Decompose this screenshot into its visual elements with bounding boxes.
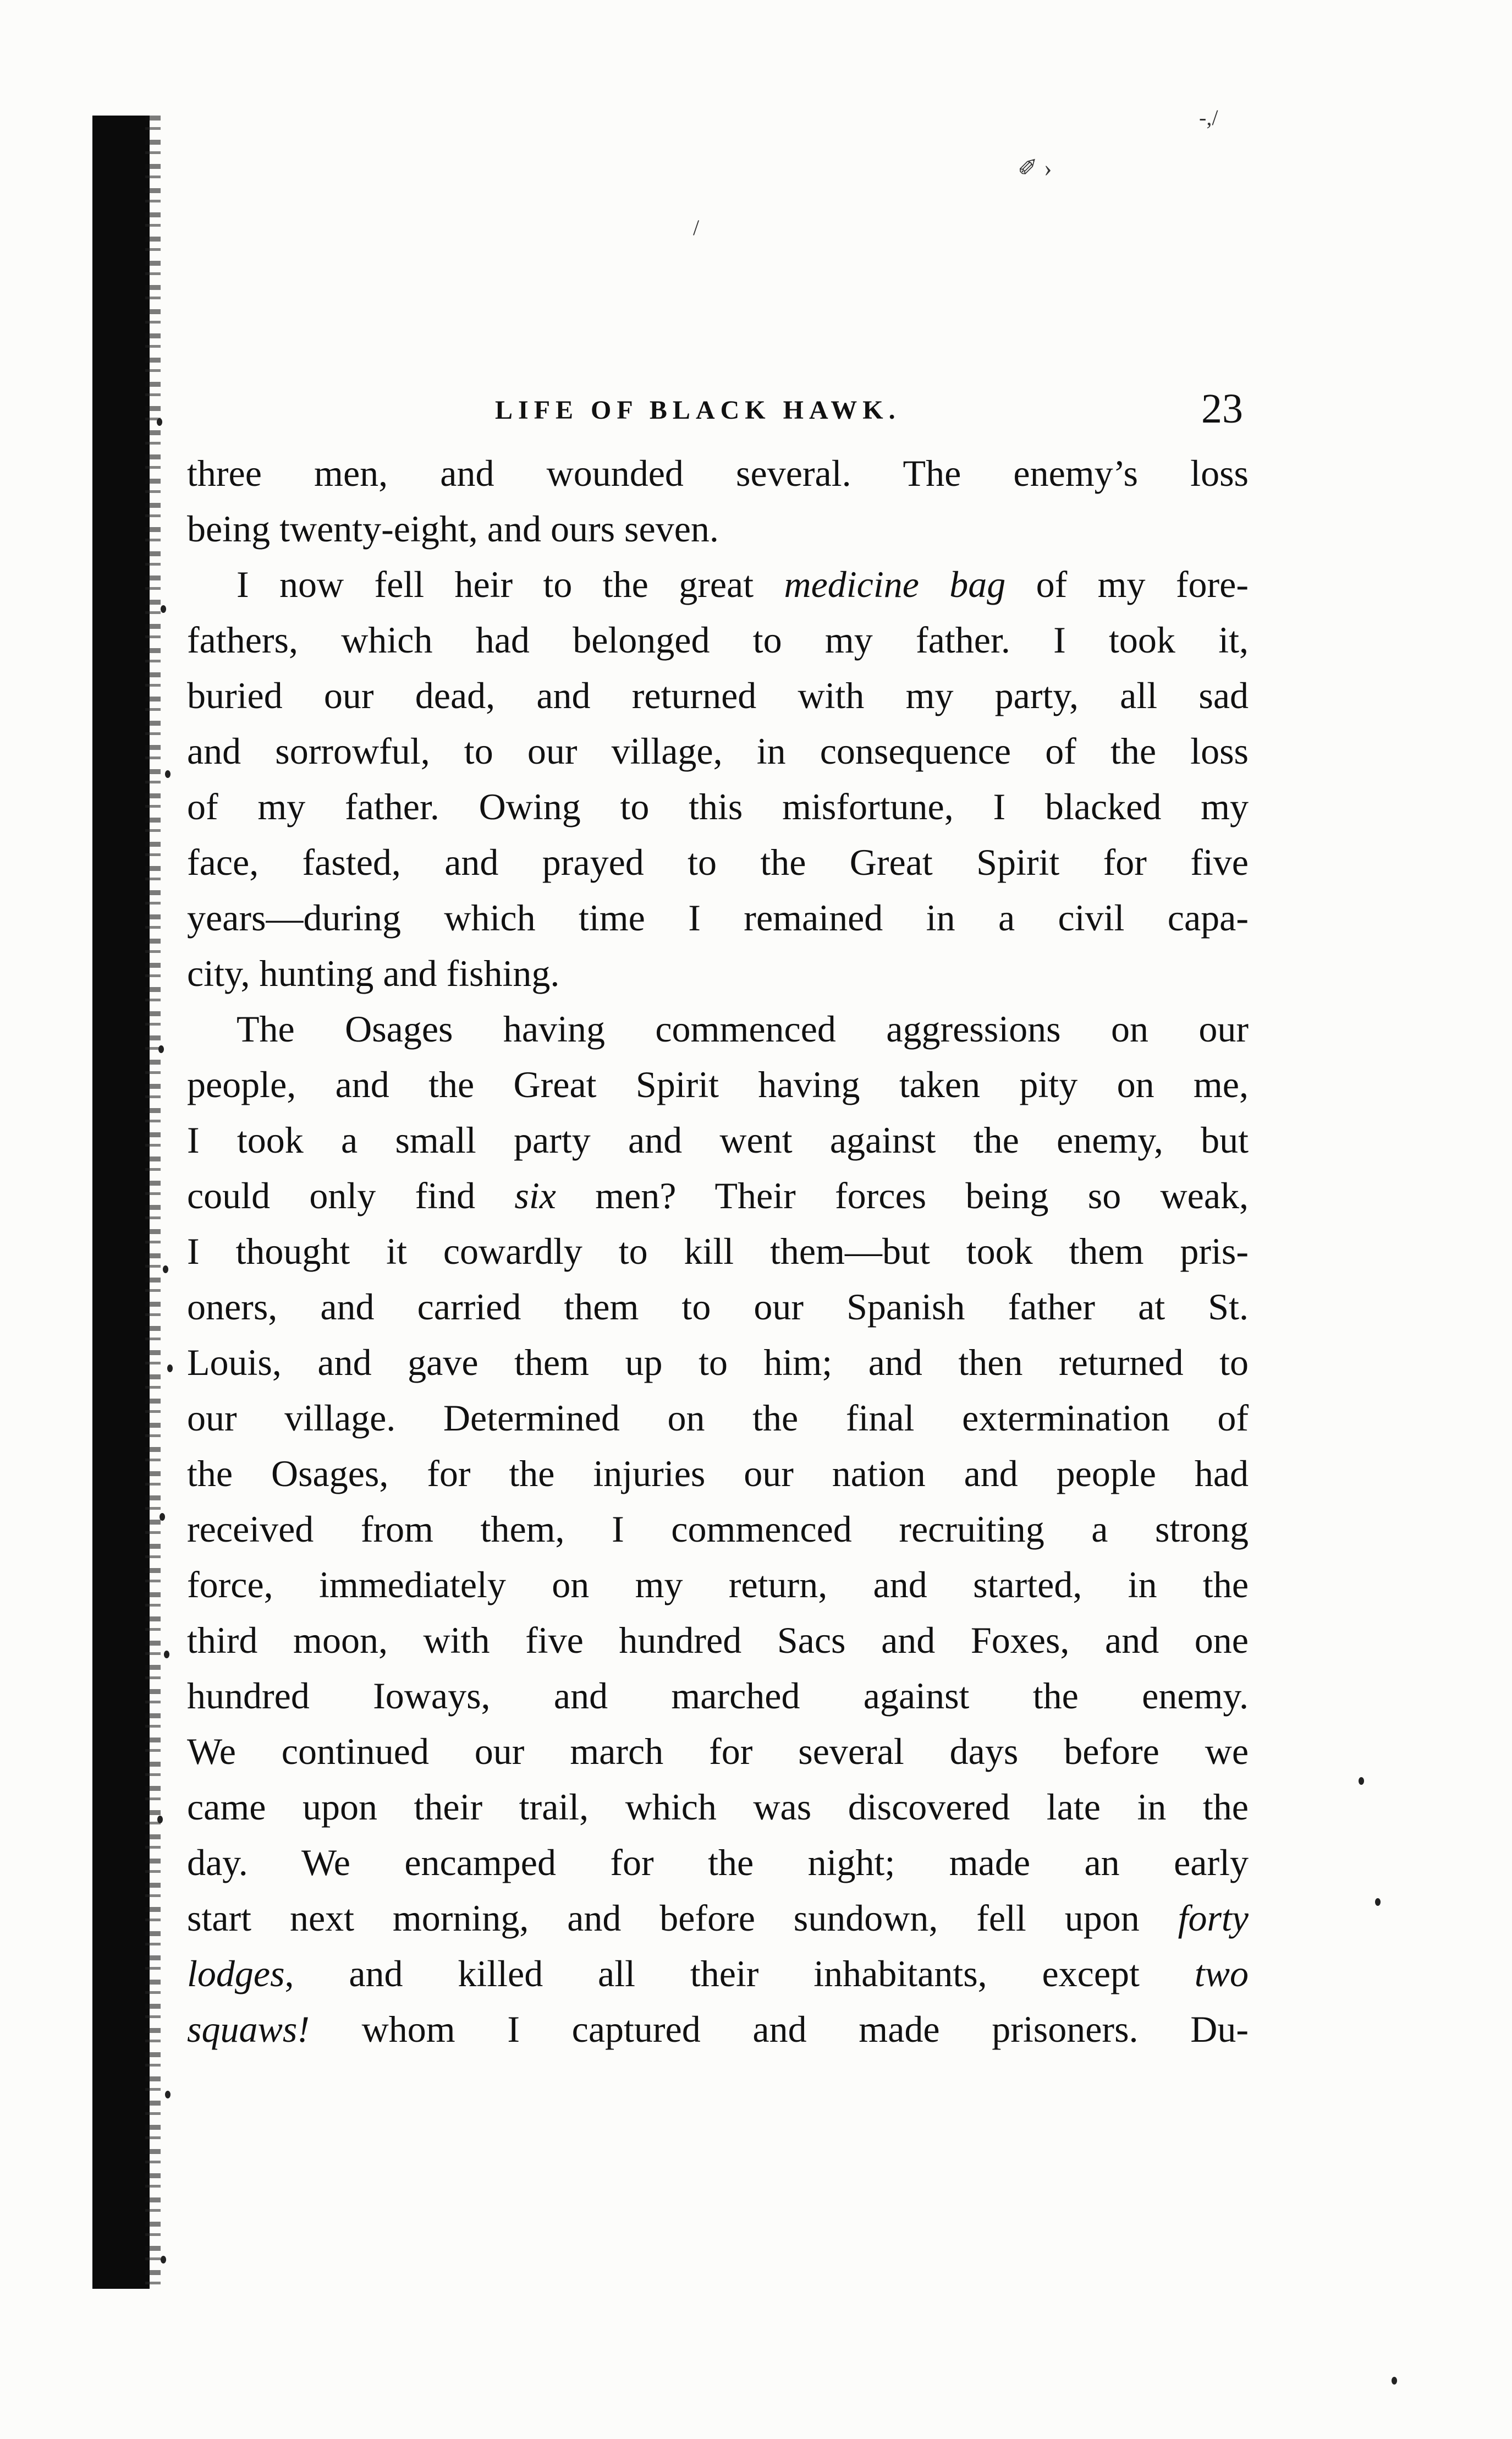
text-run: , and killed all their inhabitants, except	[284, 1953, 1195, 1994]
text-run: fathers, which had belonged to my father. I took it,	[187, 619, 1249, 661]
text-line	[187, 2002, 1249, 2057]
text-line	[187, 1946, 1249, 2002]
ink-speck	[158, 1045, 164, 1053]
ink-speck	[1375, 1898, 1381, 1906]
text-run: day. We encamped for the night; made an early	[187, 1841, 1249, 1883]
text-line	[187, 612, 1249, 668]
italic-text: lodges	[187, 1953, 285, 1994]
italic-text: squaws!	[187, 2008, 310, 2050]
text-line	[187, 1168, 1249, 1224]
italic-text: six	[514, 1175, 556, 1216]
italic-text: forty	[1178, 1897, 1249, 1939]
binding-shadow	[92, 116, 150, 2289]
text-line	[187, 1501, 1249, 1557]
text-line	[187, 1057, 1249, 1112]
text-line	[187, 668, 1249, 724]
text-run: received from them, I commenced recruiting a strong	[187, 1508, 1249, 1550]
ink-speck	[163, 1265, 168, 1273]
page-header	[187, 385, 1243, 440]
text-run: The Osages having commenced aggressions on our	[237, 1008, 1249, 1050]
text-run: We continued our march for several days before we	[187, 1730, 1249, 1772]
text-line	[187, 1112, 1249, 1168]
text-line	[187, 946, 1249, 1001]
text-line	[187, 890, 1249, 946]
text-run: force, immediately on my return, and started, in the	[187, 1564, 1249, 1605]
text-line	[187, 835, 1249, 890]
ink-speck	[167, 1364, 173, 1372]
text-line	[187, 501, 1249, 557]
text-run: I took a small party and went against the enemy, but	[187, 1119, 1249, 1161]
text-run: came upon their trail, which was discovered late in the	[187, 1786, 1249, 1828]
text-run: and sorrowful, to our village, in consequence of the loss	[187, 730, 1249, 772]
italic-text: two	[1194, 1953, 1249, 1994]
text-line	[187, 446, 1249, 501]
ink-speck	[165, 770, 171, 778]
ink-speck	[160, 1513, 165, 1521]
margin-scribble: /	[693, 215, 700, 240]
text-run: the Osages, for the injuries our nation and people had	[187, 1453, 1249, 1494]
text-run: our village. Determined on the final extermination of	[187, 1397, 1249, 1439]
italic-text: medicine bag	[784, 563, 1006, 605]
text-run: of my fore-	[1005, 563, 1249, 605]
text-line	[187, 1224, 1249, 1279]
running-head: LIFE OF BLACK HAWK.	[495, 396, 901, 425]
text-run: face, fasted, and prayed to the Great Spirit for five	[187, 841, 1249, 883]
ink-speck	[161, 605, 166, 613]
ink-speck	[157, 418, 162, 426]
page-number: 23	[1201, 386, 1243, 432]
text-line	[187, 1890, 1249, 1946]
margin-scribble: -,/	[1199, 105, 1218, 130]
text-run: start next morning, and before sundown, fell upon	[187, 1897, 1178, 1939]
text-run: could only find	[187, 1175, 515, 1216]
text-line	[187, 1335, 1249, 1390]
text-run: third moon, with five hundred Sacs and Foxes, and one	[187, 1619, 1249, 1661]
text-run: buried our dead, and returned with my party, all sad	[187, 675, 1249, 716]
text-line	[187, 1613, 1249, 1668]
text-run: hundred Ioways, and marched against the enemy.	[187, 1675, 1249, 1717]
text-run: being twenty-eight, and ours seven.	[187, 508, 719, 550]
text-line	[187, 557, 1249, 612]
text-run: I now fell heir to the great	[237, 563, 784, 605]
ink-speck	[157, 1816, 163, 1823]
text-run: I thought it cowardly to kill them—but took them pris-	[187, 1230, 1249, 1272]
text-run: oners, and carried them to our Spanish father at St.	[187, 1286, 1249, 1328]
text-line	[187, 1001, 1249, 1057]
text-line	[187, 1779, 1249, 1835]
body-text	[187, 446, 1249, 2057]
ink-speck	[1392, 2377, 1397, 2385]
text-run: three men, and wounded several. The enemy’s loss	[187, 452, 1249, 494]
text-line	[187, 1668, 1249, 1724]
ink-speck	[161, 2256, 166, 2263]
text-run: people, and the Great Spirit having taken pity on me,	[187, 1064, 1249, 1105]
text-run: of my father. Owing to this misfortune, I blacked my	[187, 786, 1249, 827]
text-line	[187, 1835, 1249, 1890]
text-line	[187, 1446, 1249, 1501]
text-run: whom I captured and made prisoners. Du-	[309, 2008, 1249, 2050]
ink-speck	[165, 2091, 171, 2098]
text-line	[187, 779, 1249, 835]
ink-speck	[1359, 1777, 1364, 1785]
text-line	[187, 724, 1249, 779]
margin-scribble: ✐ ›	[1018, 155, 1052, 182]
text-run: years—during which time I remained in a civil capa-	[187, 897, 1249, 939]
text-run: men? Their forces being so weak,	[556, 1175, 1249, 1216]
text-line	[187, 1279, 1249, 1335]
text-line	[187, 1557, 1249, 1613]
text-run: city, hunting and fishing.	[187, 952, 560, 994]
text-line	[187, 1724, 1249, 1779]
text-run: Louis, and gave them up to him; and then returned to	[187, 1341, 1249, 1383]
text-line	[187, 1390, 1249, 1446]
ink-speck	[164, 1651, 169, 1658]
